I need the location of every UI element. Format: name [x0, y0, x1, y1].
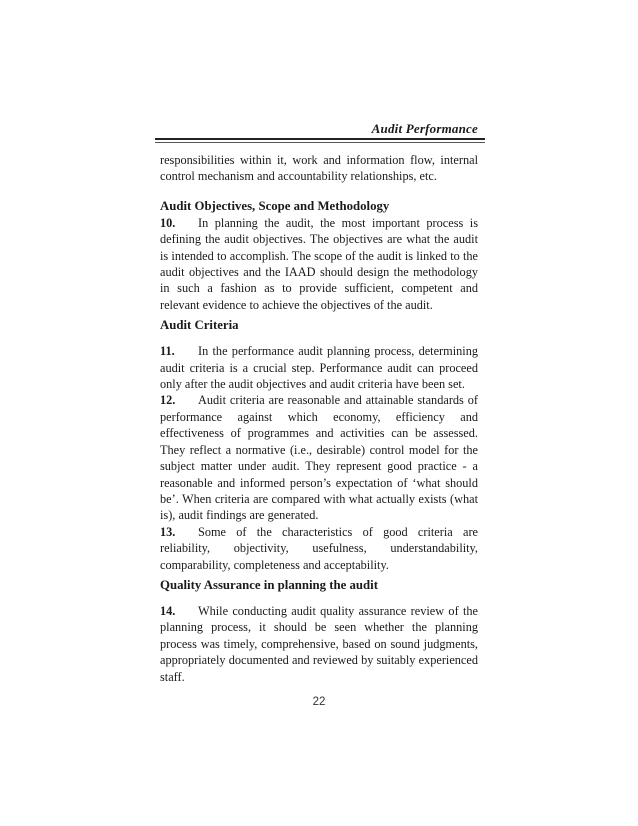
- paragraph-number: 13.: [160, 524, 176, 539]
- heading-quality-assurance: Quality Assurance in planning the audit: [160, 577, 378, 592]
- paragraph-14: [160, 603, 478, 685]
- paragraph-text: Audit criteria are reasonable and attainable standards of performance against which economy, efficiency and effectiveness of programmes and activities can be assessed. They reflect a normative (i.e., desirable) control model for the subject matter under audit. They represent good practice - a reasonable and informed person’s expectation of ‘what should be’. When criteria are compared with what actually exists (what is), audit findings are generated.: [160, 393, 478, 523]
- heading-audit-criteria: Audit Criteria: [160, 318, 239, 333]
- body-text: [160, 152, 478, 685]
- paragraph-text: In the performance audit planning process, determining audit criteria is a crucial step. Performance audit can proceed only after the audit objectives and audit criteria have been set.: [160, 344, 478, 392]
- paragraph-11: [160, 343, 478, 392]
- paragraph-number: 10.: [160, 215, 176, 230]
- page-number: 22: [312, 696, 326, 708]
- paragraph-text: While conducting audit quality assurance review of the planning process, it should be seen whether the planning process was timely, comprehensive, based on sound judgments, appropriately documented and reviewed by suitably experienced staff.: [160, 603, 478, 684]
- intro-paragraph: responsibilities within it, work and information flow, internal control mechanism and accountability relationships, etc.: [160, 153, 478, 184]
- paragraph-12: [160, 392, 478, 523]
- paragraph-number: 11.: [160, 344, 175, 359]
- paragraph-10: [160, 215, 478, 313]
- paragraph-13: [160, 524, 478, 573]
- running-header: Audit Performance: [371, 121, 478, 136]
- paragraph-text: In planning the audit, the most important process is defining the audit objectives. The objectives are what the audit is intended to accomplish. The scope of the audit is linked to the audit objectives and the IAAD should design the methodology in such a fashion as to provide sufficient, competent and relevant evidence to achieve the objectives of the audit.: [160, 215, 478, 312]
- paragraph-number: 14.: [160, 603, 176, 618]
- heading-audit-objectives: Audit Objectives, Scope and Methodology: [160, 198, 390, 213]
- header-rule-thick: [155, 138, 485, 140]
- paragraph-text: Some of the characteristics of good criteria are reliability, objectivity, usefulness, understandability, comparability, completeness and acceptability.: [160, 524, 478, 572]
- paragraph-number: 12.: [160, 393, 176, 408]
- header-rule-thin: [155, 142, 485, 143]
